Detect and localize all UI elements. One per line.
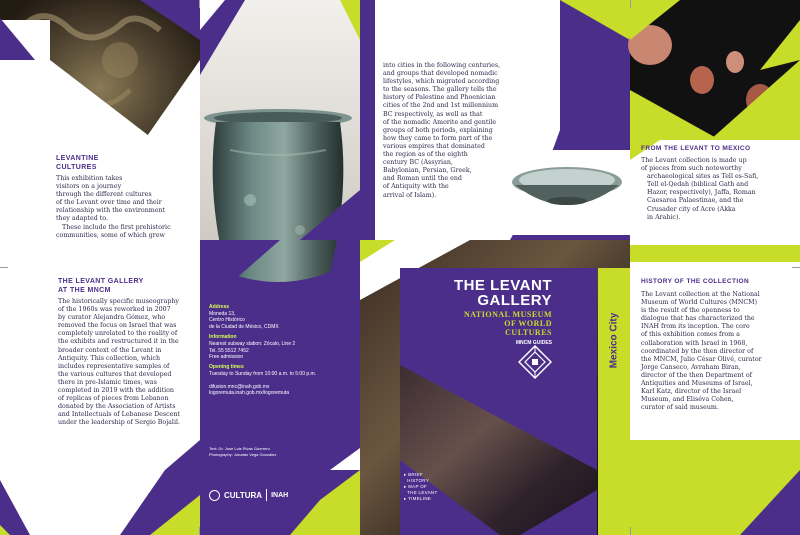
information-label: Information xyxy=(209,334,237,341)
levant-to-mexico-paragraph xyxy=(641,157,797,222)
levant-to-mexico-heading: FROM THE LEVANT TO MEXICO xyxy=(641,145,751,152)
text-line: groups of both periods, explaining xyxy=(383,126,493,134)
text-line: various empires that dominated xyxy=(383,142,485,150)
logos xyxy=(209,488,288,502)
crop-mark xyxy=(199,527,200,535)
heading-line: AT THE MNCM xyxy=(58,286,111,294)
crop-mark xyxy=(199,0,200,8)
text-line: removed the focus on Israel that was xyxy=(58,322,177,330)
text-line: Crusader city of Acre (Akka xyxy=(641,205,736,213)
info-line: Tel. 55 5512 7452 xyxy=(209,347,249,354)
text-line: the exhibits and restructured it in the xyxy=(58,338,179,346)
text-line: of this exhibition comes from a xyxy=(641,331,740,339)
cover-contents xyxy=(404,472,438,502)
collection-history-heading: HISTORY OF THE COLLECTION xyxy=(641,278,750,285)
text-line: Tell el-Qedah (biblical Gath and xyxy=(641,181,749,189)
text-line: of the nomadic Amorite and gentile xyxy=(383,118,497,126)
text-line: This exhibition takes xyxy=(56,175,123,182)
info-line: Free admission xyxy=(209,354,244,361)
text-line: Hazor, respectively), Jaffa, Roman xyxy=(641,189,756,197)
credit-line: Text: Dr. Jose Luis Rivas Guerrero xyxy=(209,446,270,451)
text-line: Museum of World Cultures (MNCM) xyxy=(641,299,758,307)
city-label-container xyxy=(604,290,624,390)
cover-subtitle xyxy=(403,310,596,337)
text-line: archaeological sites as Tell es-Safi, xyxy=(641,173,759,181)
text-line: BC respectively, as well as that xyxy=(383,110,483,118)
text-line: in Arabic). xyxy=(641,213,681,221)
gallery-paragraph xyxy=(58,298,198,428)
text-line: director of the then Department of xyxy=(641,371,752,379)
address-line: Centro Histórico xyxy=(209,317,245,324)
text-line: Caesarea Palaestinae, and the xyxy=(641,197,744,205)
credit-line: Photography: Jonatán Vega González xyxy=(209,451,277,457)
crop-mark xyxy=(792,267,800,268)
text-line: The Levant collection at the National xyxy=(641,291,760,298)
text-line: to the seasons. The gallery tells the xyxy=(383,86,497,94)
text-line: under the leadership of Sergio Bojalil. xyxy=(58,419,180,427)
cover-title-line: THE LEVANT xyxy=(453,277,552,294)
text-line: of replicas of pieces from Lebanon xyxy=(58,395,169,403)
text-line: visitors on a journey xyxy=(56,183,122,191)
text-line: lifestyles, which migrated according xyxy=(383,78,500,86)
text-line: into cities in the following centuries, xyxy=(383,62,501,69)
address-line: Moneda 13, xyxy=(209,311,236,317)
website-link[interactable]: logoremuta.inah.gob.mx/logoremuta xyxy=(209,390,290,397)
levantine-cultures-heading xyxy=(56,155,99,172)
crop-mark xyxy=(630,0,631,8)
text-line: and Roman until the end xyxy=(383,175,462,183)
text-line: communities, some of which grew xyxy=(56,231,165,239)
text-line: how they came to form part of the xyxy=(383,134,493,142)
hours-line: Tuesday to Sunday from 10:00 a.m. to 5:00 p.m. xyxy=(209,371,317,378)
cultura-logo-text: CULTURA xyxy=(224,490,263,500)
heading-line: LEVANTINE xyxy=(56,155,99,162)
toc-item-timeline: ▸ TIMELINE xyxy=(404,496,432,501)
text-line: completely unrelated to the reality of xyxy=(58,330,178,338)
text-line: there in pre-Islamic times, was xyxy=(58,378,157,386)
text-line: through the different cultures xyxy=(56,191,152,199)
address-line: de la Ciudad de México, CDMX xyxy=(209,323,279,330)
text-line: history of Palestine and Phoenician xyxy=(383,94,496,102)
cover-title-line: GALLERY xyxy=(477,292,552,309)
text-line: relationship with the environment xyxy=(56,207,166,215)
text-line: Karl Katz, director of the Israel xyxy=(641,388,742,396)
text-line: of Antiquity with the xyxy=(383,183,449,191)
text-line: and Intellectuals of Lebanese Descent xyxy=(58,411,180,419)
collection-history-paragraph xyxy=(641,291,797,412)
mncm-guides-label: MNCM GUIDES xyxy=(515,340,552,346)
email-link[interactable]: difusion.mnc@inah.gob.mx xyxy=(209,383,270,390)
cover-subtitle-line: NATIONAL MUSEUM xyxy=(463,310,552,319)
cover-title-block xyxy=(403,278,596,346)
text-line: dialogue that has characterized the xyxy=(641,315,755,323)
heading-line: THE LEVANT GALLERY xyxy=(58,278,144,285)
text-line: The historically specific museography xyxy=(58,298,179,305)
text-line: of the Levant over time and their xyxy=(56,199,162,207)
text-line: curator of said museum. xyxy=(641,404,719,412)
contact-block xyxy=(209,300,357,397)
text-line: they adapted to. xyxy=(56,215,108,223)
toc-item-history: ▸ BRIEF HISTORY xyxy=(404,472,430,483)
text-line: cities of the 2nd and 1st millennium xyxy=(383,102,499,110)
text-line: the various cultures that developed xyxy=(58,370,172,378)
text-line: arrival of Islam). xyxy=(383,191,437,199)
text-line: includes representative samples of xyxy=(58,362,170,370)
levant-gallery-heading xyxy=(58,278,144,295)
text-line: is the result of the openness to xyxy=(641,307,740,315)
text-line: INAH from its inception. The core xyxy=(641,323,750,331)
crop-mark xyxy=(630,527,631,535)
text-line: Jorge Canseco, Avraham Biran, xyxy=(641,363,741,371)
cover-subtitle-line: OF WORLD xyxy=(504,319,552,328)
text-line: completed in 2019 with the addition xyxy=(58,387,174,395)
text-line: Antiquities and Museums of Israel, xyxy=(641,380,753,388)
opening-times-label: Opening times xyxy=(209,364,244,371)
address-label: Address xyxy=(209,304,230,310)
text-line: the region as of the eighth xyxy=(383,151,468,159)
text-line: by curator Alejandra Gómez, who xyxy=(58,314,166,322)
text-line: The Levant collection is made up xyxy=(641,157,747,164)
text-line: Babylonian, Persian, Greek, xyxy=(383,167,472,175)
crop-mark xyxy=(0,267,8,268)
text-line: coordinated by the then director of xyxy=(641,347,754,355)
text-line: These include the first prehistoric xyxy=(56,223,171,231)
museum-emblem-icon xyxy=(518,345,552,379)
logo-divider xyxy=(266,489,267,501)
intro-paragraph xyxy=(56,175,196,240)
text-line: of pieces from such noteworthy xyxy=(641,165,742,173)
credits-block xyxy=(209,446,357,457)
text-line: broader context of the Levant in xyxy=(58,346,162,354)
cover-subtitle-line: CULTURES xyxy=(505,328,552,337)
text-line: donated by the Association of Artists xyxy=(58,403,176,411)
history-continuation-paragraph xyxy=(383,62,533,200)
cover-title xyxy=(403,278,596,308)
text-line: Antiquity. This collection, which xyxy=(58,354,161,362)
text-line: collaboration with Israel in 1968, xyxy=(641,339,748,347)
inah-logo-text: INAH xyxy=(271,491,289,499)
heading-line: CULTURES xyxy=(56,163,97,171)
city-label: Mexico City xyxy=(608,312,620,368)
text-line: century BC (Assyrian, xyxy=(383,159,453,167)
toc-item-map: ▸ MAP OF THE LEVANT xyxy=(404,484,438,495)
text-line: and groups that developed nomadic xyxy=(383,70,498,78)
text-line: of the 1960s was reworked in 2007 xyxy=(58,306,171,314)
info-line: Nearest subway station: Zócalo, Line 2 xyxy=(209,341,296,348)
text-line: Museum, and Eliséva Cohen, xyxy=(641,396,734,404)
cultura-logo-icon xyxy=(209,490,220,501)
text-line: the MNCM, Julio César Olivé, curator xyxy=(641,355,762,363)
